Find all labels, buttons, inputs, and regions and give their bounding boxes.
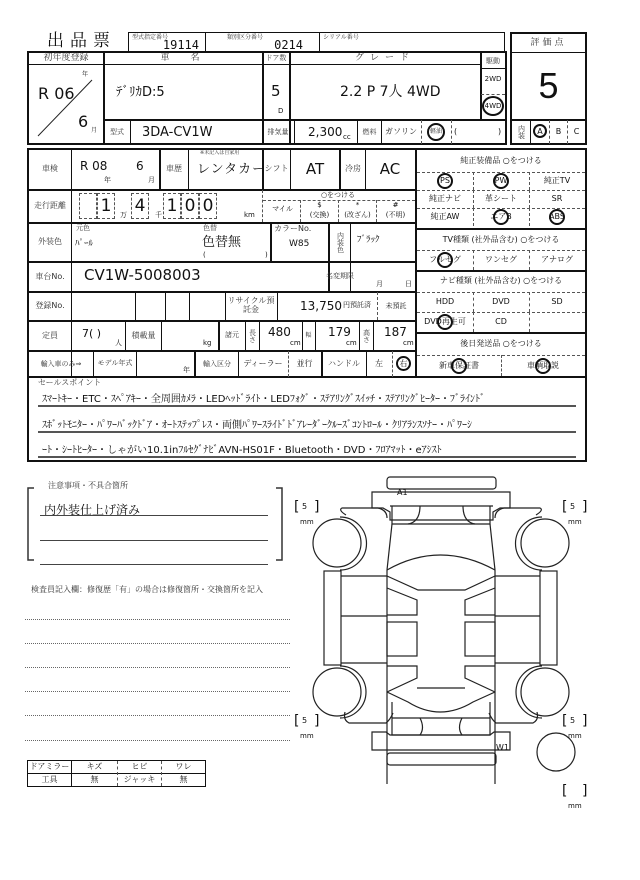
repaint-label: 色替 (203, 224, 217, 232)
mileage-mark-symbol: * (355, 201, 360, 209)
equipment-option[interactable]: 革シート (485, 194, 517, 203)
odometer-digit[interactable]: 1 (97, 193, 115, 219)
displacement-value: 2,300 (308, 125, 343, 139)
equipment-selected-circle (549, 209, 565, 225)
equipment-title: 純正装備品 ○をつける (460, 156, 542, 165)
damage-table-cell: ジャッキ (123, 775, 156, 784)
inspector-line-4[interactable] (25, 691, 290, 692)
serial-label: シリアル番号 (323, 34, 359, 41)
equipment-option[interactable]: PS (440, 176, 450, 185)
navi-option[interactable] (529, 312, 585, 332)
category-label: 類別区分番号 (227, 34, 264, 41)
first-reg-diagonal (36, 78, 94, 138)
exterior-label: 外装色 (38, 237, 62, 246)
capacity-unit: 人 (115, 339, 122, 347)
first-reg-month: 6 (78, 112, 89, 131)
car-name-label: 車 名 (160, 53, 206, 63)
recycle-not-deposited[interactable]: 未預託 (385, 301, 407, 310)
navi-selected-circle (437, 314, 453, 330)
inspection-label: 車検 (42, 164, 58, 173)
equipment-option[interactable]: 純正ナビ (429, 194, 461, 203)
odometer-digit[interactable]: 4 (131, 193, 149, 219)
mileage-mark-option[interactable]: (改ざん) (344, 210, 371, 219)
damage-table-cell: ドアミラー (29, 762, 70, 771)
model-value: 3DA-CV1W (142, 125, 213, 140)
height-label: 高さ (362, 328, 371, 343)
navi-option[interactable]: CD (495, 317, 507, 326)
original-color-value: ﾊﾟｰﾙ (75, 239, 94, 249)
rating-label: 評価点 (530, 37, 567, 48)
interior-selected-circle (533, 124, 547, 138)
inspector-label: 検査員記入欄：修復歴「有」の場合は修復箇所・交換箇所を記入 (31, 585, 263, 594)
import-dealer-option[interactable]: ディーラー (243, 359, 283, 368)
history-value: レンタカー (197, 162, 267, 177)
first-reg-year-unit: 年 (82, 71, 89, 78)
damage-table-cell: 無 (179, 775, 188, 784)
rear-damage-mark: W1 (496, 743, 509, 752)
inspector-line-1[interactable] (25, 619, 290, 620)
fuel-option-gasoline[interactable]: ガソリン (385, 127, 417, 136)
width-unit: cm (346, 339, 357, 347)
equipment-option[interactable]: 純正AW (430, 212, 460, 221)
sales-point-line-1: ｽﾏｰﾄｷｰ・ETC・ｽﾍﾟｱｷｰ・全周囲ｶﾒﾗ・LEDﾍｯﾄﾞﾗｲﾄ・LEDﾌｫｸﾞ・ｽﾃｱﾘﾝｸﾞｽｲｯﾁ・ｽﾃｱﾘﾝｸﾞﾋｰﾀｰ・ﾌﾞﾗｲﾝﾄﾞ (42, 394, 486, 405)
navi-option[interactable]: SD (551, 297, 563, 306)
import-label: 輸入車のみ⇒ (40, 359, 82, 368)
grade-label: グレード (354, 53, 415, 63)
doors-unit: D (278, 107, 284, 115)
sales-points-label: セールスポイント (38, 378, 102, 387)
name-change-month-unit: 月 (376, 280, 383, 288)
tv-title: TV種類 (社外品含む) ○をつける (442, 234, 560, 244)
interior-option-c[interactable]: C (573, 127, 580, 136)
inspection-month: 6 (136, 159, 144, 173)
interior-option-a[interactable]: A (537, 127, 543, 136)
odometer-digit[interactable]: 0 (181, 193, 199, 219)
damage-table-cell: ヒビ (131, 762, 148, 771)
ac-label: 冷房 (345, 164, 361, 173)
handle-left-option[interactable]: 左 (375, 359, 383, 368)
model-year-unit: 年 (183, 366, 190, 374)
navi-title: ナビ種類 (社外品含む) ○をつける (439, 276, 563, 285)
length-value: 480 (268, 325, 291, 339)
inspector-line-6[interactable] (25, 740, 290, 741)
history-note: ※未記入は自家用 (200, 150, 240, 156)
interior-option-b[interactable]: B (555, 127, 562, 136)
interior-rating-label: 内装 (517, 125, 526, 139)
shift-label: シフト (264, 164, 289, 173)
tv-option[interactable]: アナログ (541, 255, 573, 264)
mileage-mark-option[interactable]: (不明) (385, 210, 406, 219)
later-selected-circle (535, 358, 551, 374)
chassis-label: 車台No. (35, 271, 65, 281)
history-label: 車歴 (166, 164, 182, 173)
front-damage-mark: A1 (397, 488, 408, 497)
height-value: 187 (384, 325, 407, 339)
color-no-label: カラーNo. (274, 224, 312, 233)
capacity-label: 定員 (42, 330, 58, 340)
navi-option[interactable]: DVD再生可 (424, 317, 466, 326)
equipment-option[interactable]: エアB (490, 212, 512, 221)
tv-selected-circle (437, 252, 453, 268)
later-selected-circle (451, 358, 467, 374)
fuel-selected-circle (427, 123, 445, 141)
equipment-option[interactable]: SR (551, 194, 563, 203)
damage-table-cell: ワレ (175, 762, 192, 771)
doors-value: 5 (271, 82, 281, 100)
category-value: 0214 (274, 38, 303, 52)
damage-table-cell: キズ (86, 762, 103, 771)
drive-option-4wd[interactable]: 4WD (484, 101, 502, 110)
color-no-value: W85 (289, 239, 310, 249)
type-designation-field (128, 32, 206, 52)
fuel-label: 燃料 (362, 127, 377, 136)
handle-label: ハンドル (328, 359, 360, 368)
later-option[interactable]: 車輌取説 (527, 360, 559, 370)
doors-label: ドア数 (265, 54, 287, 62)
name-change-day-unit: 日 (405, 280, 412, 288)
name-change-label: 名変期限 (326, 271, 354, 280)
width-value: 179 (328, 325, 351, 339)
mileage-mark-symbol: # (392, 201, 399, 209)
equipment-selected-circle (493, 209, 509, 225)
recycle-amount: 13,750 (300, 299, 342, 313)
handle-right-option[interactable]: 右 (399, 359, 408, 368)
handle-selected-circle (396, 356, 411, 371)
equipment-option[interactable]: PW (494, 176, 508, 185)
serial-field (319, 32, 505, 52)
later-option[interactable]: 新車保証書 (439, 360, 479, 370)
interior-color-value: ﾌﾞﾗｯｸ (357, 235, 380, 245)
navi-option[interactable]: DVD (492, 297, 510, 306)
chassis-value: CV1W-5008003 (84, 266, 201, 284)
inspector-line-3[interactable] (25, 667, 290, 668)
first-reg-label: 初年度登録 (43, 53, 89, 63)
type-designation-label: 型式指定番号 (132, 34, 169, 41)
damage-table-cell: 無 (90, 775, 99, 784)
length-label: 長さ (248, 328, 257, 343)
mileage-sen-unit: 千 (155, 211, 162, 219)
displacement-label: 排気量 (267, 127, 289, 136)
drive-selected-circle (482, 96, 504, 116)
drive-option-2wd[interactable]: 2WD (484, 74, 502, 83)
import-type-label: 輸入区分 (203, 359, 231, 368)
inspection-year-unit: 年 (104, 176, 111, 184)
repaint-paren-open: ( (203, 251, 206, 259)
header-gap (205, 32, 225, 52)
odometer-digit[interactable]: 0 (199, 193, 217, 219)
car-body-diagram (290, 470, 640, 810)
navi-option[interactable]: HDD (435, 297, 455, 306)
later-title: 後日発送品 ○をつける (460, 339, 542, 348)
category-field (224, 32, 320, 52)
height-unit: cm (403, 339, 414, 347)
mileage-label: 走行距離 (34, 201, 66, 210)
equipment-option[interactable]: 純正TV (543, 176, 571, 185)
repaint-value: 色替無 (202, 235, 242, 250)
interior-color-label: 内装色 (336, 231, 345, 253)
model-year-label: モデル年式 (97, 359, 133, 368)
first-reg-month-unit: 月 (91, 127, 98, 134)
inspection-year: R 08 (80, 159, 108, 173)
length-unit: cm (290, 339, 301, 347)
mileage-mark-option[interactable]: マイル (272, 204, 293, 213)
capacity-value: 7( ) (82, 327, 102, 340)
mileage-mark-option[interactable]: (交換) (309, 210, 330, 219)
notes-brackets (26, 486, 284, 562)
mileage-mark-symbol: $ (317, 201, 322, 209)
form-title: 出品票 (47, 31, 116, 51)
mileage-mark-note: ○をつける (320, 191, 356, 199)
notes-label: 注意事項・不具合箇所 (48, 481, 128, 490)
inspector-line-2[interactable] (25, 643, 290, 644)
type-designation-value: 19114 (162, 38, 199, 52)
inspection-month-unit: 月 (148, 176, 155, 184)
odometer-digit[interactable] (79, 193, 97, 219)
ac-value: AC (379, 159, 401, 178)
equipment-selected-circle (493, 173, 509, 189)
sales-point-line-2: ｽﾎﾞｯﾄﾓﾆﾀｰ・ﾊﾟﾜｰﾊﾞｯｸﾄﾞｱ・ｵｰﾄｽﾃｯﾌﾟﾚｽ・両側ﾊﾟﾜｰｽﾗｲﾄﾞﾄﾞｱﾚｰﾀﾞｰｸﾙｰｽﾞｺﾝﾄﾛｰﾙ・ｸﾘｱﾗﾝｽｿﾅｰ・ﾊﾟﾜｰｼ (42, 420, 472, 431)
drive-label: 駆動 (486, 56, 500, 65)
load-label: 積載量 (131, 330, 156, 340)
width-label: 幅 (305, 331, 312, 339)
first-reg-year: R 06 (38, 84, 75, 103)
model-label: 型式 (110, 127, 124, 136)
repaint-paren-close: ) (265, 251, 268, 259)
notes-line-1[interactable]: 内外装仕上げ済み (44, 503, 141, 517)
shift-value: AT (305, 159, 325, 178)
dims-label: 諸元 (225, 331, 239, 339)
inspector-line-5[interactable] (25, 715, 290, 716)
tv-option[interactable]: フルセグ (429, 255, 461, 264)
registration-label: 登録No. (35, 301, 65, 310)
car-name-value: ﾃﾞﾘｶD:5 (116, 85, 165, 100)
fuel-option-diesel[interactable]: 軽油 (429, 128, 442, 135)
damage-table-cell: 工具 (41, 775, 58, 784)
mileage-km-unit: km (244, 211, 255, 219)
recycle-status: 円預託済 (343, 301, 371, 309)
load-unit: kg (203, 339, 212, 347)
equipment-selected-circle (437, 173, 453, 189)
sales-point-line-3: ｰﾄ・ｼｰﾄﾋｰﾀｰ・しゃがい10.1inﾌﾙｾｸﾞﾅﾋﾞAVN-HS01F・Bluetooth・DVD・ﾌﾛｱﾏｯﾄ・eｱｼｽﾄ (42, 445, 442, 456)
fuel-other-close: ) (498, 127, 502, 136)
import-parallel-option[interactable]: 並行 (296, 359, 313, 368)
displacement-unit: cc (343, 133, 351, 141)
equipment-option[interactable]: ABS (549, 212, 565, 221)
tv-option[interactable]: ワンセグ (485, 255, 517, 264)
original-color-label: 元色 (76, 224, 90, 232)
recycle-label: リサイクル預託金 (227, 296, 275, 314)
fuel-other-open: ( (454, 127, 458, 136)
mileage-man-unit: 万 (120, 211, 127, 219)
odometer-digit[interactable]: 1 (163, 193, 181, 219)
grade-value: 2.2 P 7人 4WD (340, 84, 441, 100)
rating-score: 5 (538, 65, 559, 106)
